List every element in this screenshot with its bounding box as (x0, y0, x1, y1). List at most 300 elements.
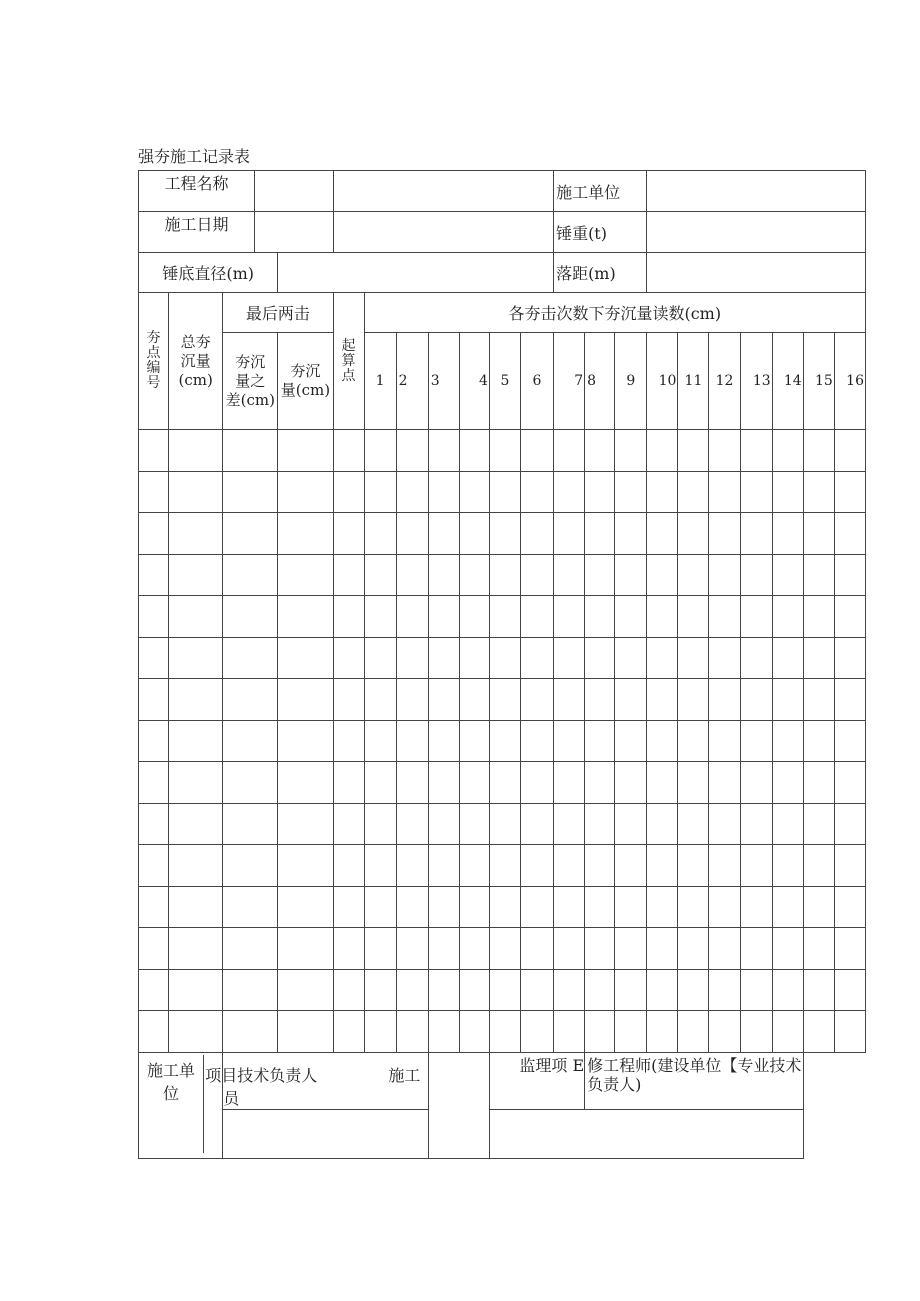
table-cell[interactable] (740, 471, 772, 513)
table-cell[interactable] (223, 596, 278, 638)
table-cell[interactable] (396, 1011, 428, 1053)
table-cell[interactable] (834, 679, 865, 721)
table-cell[interactable] (834, 430, 865, 472)
table-cell[interactable] (772, 430, 803, 472)
table-cell[interactable] (139, 845, 169, 887)
table-cell[interactable] (615, 720, 647, 762)
table-cell[interactable] (428, 554, 459, 596)
table-cell[interactable] (554, 596, 585, 638)
table-cell[interactable] (520, 596, 553, 638)
table-cell[interactable] (278, 513, 333, 555)
table-cell[interactable] (647, 1011, 678, 1053)
table-cell[interactable] (803, 720, 834, 762)
table-cell[interactable] (709, 430, 740, 472)
table-cell[interactable] (396, 596, 428, 638)
table-cell[interactable] (740, 679, 772, 721)
drop-distance-value[interactable] (647, 253, 866, 293)
table-cell[interactable] (772, 845, 803, 887)
table-cell[interactable] (396, 471, 428, 513)
table-cell[interactable] (740, 928, 772, 970)
table-cell[interactable] (647, 845, 678, 887)
table-cell[interactable] (772, 886, 803, 928)
construction-unit-value[interactable] (647, 171, 866, 212)
table-cell[interactable] (554, 1011, 585, 1053)
table-cell[interactable] (428, 928, 459, 970)
table-cell[interactable] (615, 886, 647, 928)
table-cell[interactable] (139, 637, 169, 679)
table-cell[interactable] (834, 513, 865, 555)
table-cell[interactable] (585, 554, 615, 596)
table-cell[interactable] (615, 554, 647, 596)
table-cell[interactable] (554, 679, 585, 721)
table-cell[interactable] (489, 513, 520, 555)
table-cell[interactable] (520, 886, 553, 928)
table-cell[interactable] (803, 554, 834, 596)
table-cell[interactable] (803, 1011, 834, 1053)
table-cell[interactable] (223, 845, 278, 887)
table-cell[interactable] (803, 762, 834, 804)
table-cell[interactable] (709, 679, 740, 721)
table-cell[interactable] (139, 471, 169, 513)
table-cell[interactable] (169, 720, 223, 762)
table-cell[interactable] (428, 679, 459, 721)
table-cell[interactable] (489, 637, 520, 679)
table-cell[interactable] (396, 845, 428, 887)
table-cell[interactable] (740, 430, 772, 472)
table-cell[interactable] (333, 1011, 364, 1053)
table-cell[interactable] (428, 969, 459, 1011)
table-cell[interactable] (772, 554, 803, 596)
table-cell[interactable] (647, 596, 678, 638)
table-cell[interactable] (169, 554, 223, 596)
table-cell[interactable] (772, 1011, 803, 1053)
table-cell[interactable] (169, 596, 223, 638)
table-cell[interactable] (428, 513, 459, 555)
table-cell[interactable] (772, 637, 803, 679)
table-cell[interactable] (333, 762, 364, 804)
table-cell[interactable] (459, 554, 489, 596)
table-cell[interactable] (709, 845, 740, 887)
table-cell[interactable] (333, 596, 364, 638)
table-cell[interactable] (709, 720, 740, 762)
table-cell[interactable] (278, 679, 333, 721)
table-cell[interactable] (223, 886, 278, 928)
table-cell[interactable] (364, 554, 396, 596)
table-cell[interactable] (139, 513, 169, 555)
table-cell[interactable] (223, 554, 278, 596)
table-cell[interactable] (647, 886, 678, 928)
table-cell[interactable] (223, 803, 278, 845)
table-cell[interactable] (834, 928, 865, 970)
table-cell[interactable] (223, 637, 278, 679)
table-cell[interactable] (615, 1011, 647, 1053)
table-cell[interactable] (772, 471, 803, 513)
table-cell[interactable] (333, 554, 364, 596)
table-cell[interactable] (772, 762, 803, 804)
table-cell[interactable] (278, 554, 333, 596)
table-cell[interactable] (709, 928, 740, 970)
supervisor-sign-space[interactable] (489, 1109, 803, 1158)
table-cell[interactable] (647, 554, 678, 596)
table-cell[interactable] (278, 430, 333, 472)
table-cell[interactable] (223, 679, 278, 721)
table-cell[interactable] (740, 886, 772, 928)
table-cell[interactable] (585, 762, 615, 804)
table-cell[interactable] (647, 803, 678, 845)
table-cell[interactable] (678, 471, 709, 513)
table-cell[interactable] (740, 513, 772, 555)
table-cell[interactable] (585, 1011, 615, 1053)
table-cell[interactable] (139, 430, 169, 472)
table-cell[interactable] (554, 886, 585, 928)
table-cell[interactable] (520, 554, 553, 596)
table-cell[interactable] (772, 513, 803, 555)
table-cell[interactable] (615, 679, 647, 721)
table-cell[interactable] (554, 845, 585, 887)
table-cell[interactable] (585, 969, 615, 1011)
table-cell[interactable] (803, 430, 834, 472)
table-cell[interactable] (459, 513, 489, 555)
table-cell[interactable] (428, 803, 459, 845)
table-cell[interactable] (615, 762, 647, 804)
table-cell[interactable] (772, 928, 803, 970)
table-cell[interactable] (139, 1011, 169, 1053)
table-cell[interactable] (459, 679, 489, 721)
table-cell[interactable] (169, 803, 223, 845)
table-cell[interactable] (139, 762, 169, 804)
table-cell[interactable] (428, 430, 459, 472)
table-cell[interactable] (834, 596, 865, 638)
table-cell[interactable] (333, 637, 364, 679)
table-cell[interactable] (585, 596, 615, 638)
table-cell[interactable] (585, 720, 615, 762)
table-cell[interactable] (585, 679, 615, 721)
table-cell[interactable] (139, 928, 169, 970)
table-cell[interactable] (169, 1011, 223, 1053)
table-cell[interactable] (585, 513, 615, 555)
table-cell[interactable] (139, 554, 169, 596)
table-cell[interactable] (459, 596, 489, 638)
table-cell[interactable] (772, 596, 803, 638)
table-cell[interactable] (364, 886, 396, 928)
table-cell[interactable] (428, 845, 459, 887)
table-cell[interactable] (364, 679, 396, 721)
table-cell[interactable] (554, 762, 585, 804)
table-cell[interactable] (772, 969, 803, 1011)
table-cell[interactable] (585, 928, 615, 970)
table-cell[interactable] (678, 513, 709, 555)
table-cell[interactable] (396, 554, 428, 596)
table-cell[interactable] (740, 554, 772, 596)
table-cell[interactable] (678, 969, 709, 1011)
table-cell[interactable] (615, 513, 647, 555)
table-cell[interactable] (834, 1011, 865, 1053)
construction-date-value[interactable] (333, 212, 554, 253)
table-cell[interactable] (647, 513, 678, 555)
table-cell[interactable] (428, 720, 459, 762)
table-cell[interactable] (709, 637, 740, 679)
table-cell[interactable] (139, 969, 169, 1011)
footer-sign-space[interactable] (223, 1109, 429, 1158)
table-cell[interactable] (585, 803, 615, 845)
table-cell[interactable] (834, 886, 865, 928)
table-cell[interactable] (615, 637, 647, 679)
table-cell[interactable] (459, 637, 489, 679)
table-cell[interactable] (678, 596, 709, 638)
table-cell[interactable] (520, 969, 553, 1011)
table-cell[interactable] (554, 803, 585, 845)
table-cell[interactable] (278, 969, 333, 1011)
table-cell[interactable] (489, 803, 520, 845)
table-cell[interactable] (647, 762, 678, 804)
table-cell[interactable] (520, 720, 553, 762)
table-cell[interactable] (278, 720, 333, 762)
table-cell[interactable] (772, 679, 803, 721)
table-cell[interactable] (278, 845, 333, 887)
table-cell[interactable] (554, 720, 585, 762)
table-cell[interactable] (615, 430, 647, 472)
table-cell[interactable] (428, 762, 459, 804)
table-cell[interactable] (223, 430, 278, 472)
table-cell[interactable] (520, 928, 553, 970)
table-cell[interactable] (615, 803, 647, 845)
table-cell[interactable] (709, 513, 740, 555)
table-cell[interactable] (396, 637, 428, 679)
table-cell[interactable] (520, 471, 553, 513)
table-cell[interactable] (647, 430, 678, 472)
table-cell[interactable] (169, 928, 223, 970)
table-cell[interactable] (489, 596, 520, 638)
table-cell[interactable] (364, 928, 396, 970)
table-cell[interactable] (585, 637, 615, 679)
table-cell[interactable] (489, 720, 520, 762)
table-cell[interactable] (709, 969, 740, 1011)
table-cell[interactable] (489, 762, 520, 804)
table-cell[interactable] (585, 845, 615, 887)
table-cell[interactable] (396, 803, 428, 845)
table-cell[interactable] (278, 471, 333, 513)
table-cell[interactable] (520, 762, 553, 804)
table-cell[interactable] (520, 803, 553, 845)
table-cell[interactable] (772, 720, 803, 762)
table-cell[interactable] (223, 513, 278, 555)
table-cell[interactable] (396, 886, 428, 928)
table-cell[interactable] (740, 596, 772, 638)
table-cell[interactable] (678, 720, 709, 762)
table-cell[interactable] (740, 969, 772, 1011)
table-cell[interactable] (740, 720, 772, 762)
table-cell[interactable] (333, 720, 364, 762)
table-cell[interactable] (169, 845, 223, 887)
table-cell[interactable] (834, 720, 865, 762)
table-cell[interactable] (396, 720, 428, 762)
table-cell[interactable] (647, 720, 678, 762)
table-cell[interactable] (615, 928, 647, 970)
table-cell[interactable] (459, 886, 489, 928)
table-cell[interactable] (333, 928, 364, 970)
table-cell[interactable] (333, 969, 364, 1011)
table-cell[interactable] (459, 762, 489, 804)
table-cell[interactable] (834, 762, 865, 804)
table-cell[interactable] (554, 513, 585, 555)
table-cell[interactable] (803, 803, 834, 845)
table-cell[interactable] (554, 637, 585, 679)
table-cell[interactable] (428, 637, 459, 679)
table-cell[interactable] (333, 845, 364, 887)
table-cell[interactable] (169, 679, 223, 721)
table-cell[interactable] (278, 596, 333, 638)
table-cell[interactable] (223, 928, 278, 970)
table-cell[interactable] (489, 886, 520, 928)
table-cell[interactable] (709, 886, 740, 928)
table-cell[interactable] (278, 928, 333, 970)
table-cell[interactable] (803, 471, 834, 513)
table-cell[interactable] (803, 596, 834, 638)
table-cell[interactable] (169, 430, 223, 472)
table-cell[interactable] (223, 1011, 278, 1053)
table-cell[interactable] (459, 720, 489, 762)
table-cell[interactable] (554, 471, 585, 513)
table-cell[interactable] (678, 928, 709, 970)
table-cell[interactable] (489, 845, 520, 887)
table-cell[interactable] (803, 637, 834, 679)
table-cell[interactable] (740, 637, 772, 679)
table-cell[interactable] (834, 637, 865, 679)
table-cell[interactable] (615, 471, 647, 513)
table-cell[interactable] (834, 554, 865, 596)
table-cell[interactable] (169, 762, 223, 804)
table-cell[interactable] (585, 430, 615, 472)
table-cell[interactable] (333, 803, 364, 845)
table-cell[interactable] (834, 471, 865, 513)
table-cell[interactable] (396, 513, 428, 555)
table-cell[interactable] (364, 969, 396, 1011)
table-cell[interactable] (615, 596, 647, 638)
table-cell[interactable] (647, 471, 678, 513)
table-cell[interactable] (772, 803, 803, 845)
table-cell[interactable] (647, 928, 678, 970)
hammer-weight-value[interactable] (647, 212, 866, 253)
table-cell[interactable] (278, 762, 333, 804)
table-cell[interactable] (428, 471, 459, 513)
table-cell[interactable] (333, 679, 364, 721)
table-cell[interactable] (459, 969, 489, 1011)
table-cell[interactable] (139, 596, 169, 638)
table-cell[interactable] (428, 886, 459, 928)
table-cell[interactable] (678, 762, 709, 804)
table-cell[interactable] (459, 928, 489, 970)
table-cell[interactable] (647, 969, 678, 1011)
table-cell[interactable] (278, 637, 333, 679)
table-cell[interactable] (333, 513, 364, 555)
table-cell[interactable] (364, 720, 396, 762)
table-cell[interactable] (364, 845, 396, 887)
table-cell[interactable] (803, 928, 834, 970)
table-cell[interactable] (428, 596, 459, 638)
table-cell[interactable] (678, 845, 709, 887)
table-cell[interactable] (396, 762, 428, 804)
table-cell[interactable] (396, 928, 428, 970)
table-cell[interactable] (489, 471, 520, 513)
table-cell[interactable] (459, 1011, 489, 1053)
table-cell[interactable] (554, 430, 585, 472)
table-cell[interactable] (615, 969, 647, 1011)
table-cell[interactable] (169, 637, 223, 679)
table-cell[interactable] (364, 803, 396, 845)
table-cell[interactable] (364, 430, 396, 472)
table-cell[interactable] (740, 1011, 772, 1053)
table-cell[interactable] (396, 679, 428, 721)
table-cell[interactable] (709, 762, 740, 804)
table-cell[interactable] (396, 969, 428, 1011)
table-cell[interactable] (364, 637, 396, 679)
table-cell[interactable] (709, 803, 740, 845)
table-cell[interactable] (520, 845, 553, 887)
table-cell[interactable] (396, 430, 428, 472)
table-cell[interactable] (585, 886, 615, 928)
table-cell[interactable] (678, 886, 709, 928)
table-cell[interactable] (489, 1011, 520, 1053)
table-cell[interactable] (740, 762, 772, 804)
table-cell[interactable] (489, 430, 520, 472)
table-cell[interactable] (709, 554, 740, 596)
table-cell[interactable] (169, 886, 223, 928)
table-cell[interactable] (139, 803, 169, 845)
table-cell[interactable] (678, 803, 709, 845)
table-cell[interactable] (223, 720, 278, 762)
table-cell[interactable] (834, 845, 865, 887)
table-cell[interactable] (520, 679, 553, 721)
table-cell[interactable] (585, 471, 615, 513)
table-cell[interactable] (709, 596, 740, 638)
table-cell[interactable] (333, 886, 364, 928)
table-cell[interactable] (803, 845, 834, 887)
table-cell[interactable] (169, 471, 223, 513)
table-cell[interactable] (678, 637, 709, 679)
table-cell[interactable] (678, 554, 709, 596)
table-cell[interactable] (169, 513, 223, 555)
table-cell[interactable] (278, 803, 333, 845)
table-cell[interactable] (459, 471, 489, 513)
table-cell[interactable] (520, 513, 553, 555)
table-cell[interactable] (364, 762, 396, 804)
table-cell[interactable] (223, 762, 278, 804)
table-cell[interactable] (803, 679, 834, 721)
table-cell[interactable] (520, 637, 553, 679)
table-cell[interactable] (364, 1011, 396, 1053)
table-cell[interactable] (278, 1011, 333, 1053)
table-cell[interactable] (520, 1011, 553, 1053)
table-cell[interactable] (520, 430, 553, 472)
table-cell[interactable] (223, 969, 278, 1011)
hammer-diameter-value[interactable] (278, 253, 554, 293)
project-name-value[interactable] (333, 171, 554, 212)
table-cell[interactable] (364, 596, 396, 638)
table-cell[interactable] (459, 803, 489, 845)
table-cell[interactable] (364, 513, 396, 555)
table-cell[interactable] (740, 845, 772, 887)
table-cell[interactable] (647, 637, 678, 679)
table-cell[interactable] (554, 969, 585, 1011)
table-cell[interactable] (803, 513, 834, 555)
table-cell[interactable] (139, 886, 169, 928)
table-cell[interactable] (489, 679, 520, 721)
table-cell[interactable] (333, 430, 364, 472)
table-cell[interactable] (459, 845, 489, 887)
table-cell[interactable] (834, 803, 865, 845)
table-cell[interactable] (459, 430, 489, 472)
table-cell[interactable] (740, 803, 772, 845)
